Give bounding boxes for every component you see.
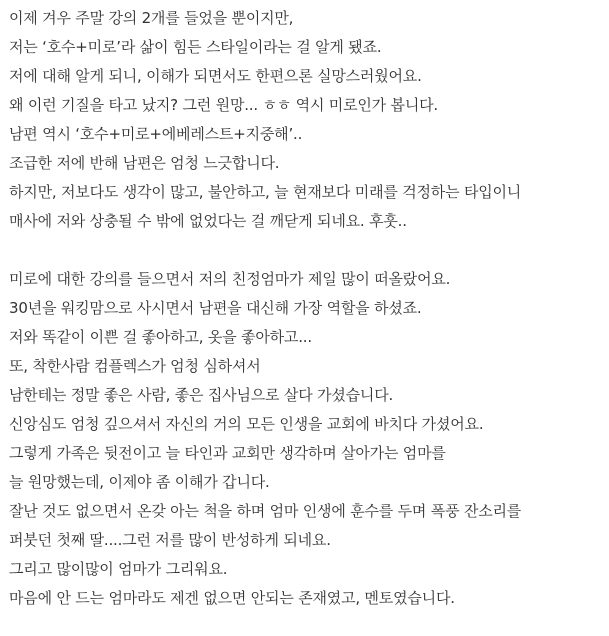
paragraph-2 xyxy=(9,265,607,613)
text-line: 늘 원망했는데, 이제야 좀 이해가 갑니다. xyxy=(9,473,270,491)
text-line: 남편 역시 ‘호수+미로+에베레스트+지중해’.. xyxy=(9,125,303,143)
text-line: 미로에 대한 강의를 들으면서 저의 친정엄마가 제일 많이 떠올랐어요. xyxy=(9,270,451,288)
text-line: 왜 이런 기질을 타고 났지? 그런 원망... ㅎㅎ 역시 미로인가 봅니다. xyxy=(9,96,438,114)
text-line: 또, 착한사람 컴플렉스가 엄청 심하셔서 xyxy=(9,357,261,375)
text-line: 저와 똑같이 이쁜 걸 좋아하고, 옷을 좋아하고... xyxy=(9,328,312,346)
text-line: 저는 ‘호수+미로’라 삶이 힘든 스타일이라는 걸 알게 됐죠. xyxy=(9,38,382,56)
document-body xyxy=(9,4,607,613)
text-line: 조급한 저에 반해 남편은 엄청 느긋합니다. xyxy=(9,154,280,172)
text-line: 신앙심도 엄청 깊으셔서 자신의 거의 모든 인생을 교회에 바치다 가셨어요. xyxy=(9,415,484,433)
paragraph-1 xyxy=(9,4,607,236)
text-line: 잘난 것도 없으면서 온갖 아는 척을 하며 엄마 인생에 훈수를 두며 폭풍 잔소리를 xyxy=(9,502,522,520)
text-line: 이제 겨우 주말 강의 2개를 들었을 뿐이지만, xyxy=(9,9,294,27)
text-line: 마음에 안 드는 엄마라도 제겐 없으면 안되는 존재였고, 멘토였습니다. xyxy=(9,589,455,607)
text-line: 30년을 워킹맘으로 사시면서 남편을 대신해 가장 역할을 하셨죠. xyxy=(9,299,422,317)
text-line: 남한테는 정말 좋은 사람, 좋은 집사님으로 살다 가셨습니다. xyxy=(9,386,394,404)
paragraph-gap xyxy=(9,236,607,265)
text-line: 하지만, 저보다도 생각이 많고, 불안하고, 늘 현재보다 미래를 걱정하는 타입이니 xyxy=(9,183,522,201)
text-line: 퍼붓던 첫째 딸....그런 저를 많이 반성하게 되네요. xyxy=(9,531,331,549)
text-line: 매사에 저와 상충될 수 밖에 없었다는 걸 깨닫게 되네요. 후훗.. xyxy=(9,212,407,230)
text-line: 그리고 많이많이 엄마가 그리워요. xyxy=(9,560,228,578)
text-line: 그렇게 가족은 뒷전이고 늘 타인과 교회만 생각하며 살아가는 엄마를 xyxy=(9,444,446,462)
text-line: 저에 대해 알게 되니, 이해가 되면서도 한편으론 실망스러웠어요. xyxy=(9,67,422,85)
